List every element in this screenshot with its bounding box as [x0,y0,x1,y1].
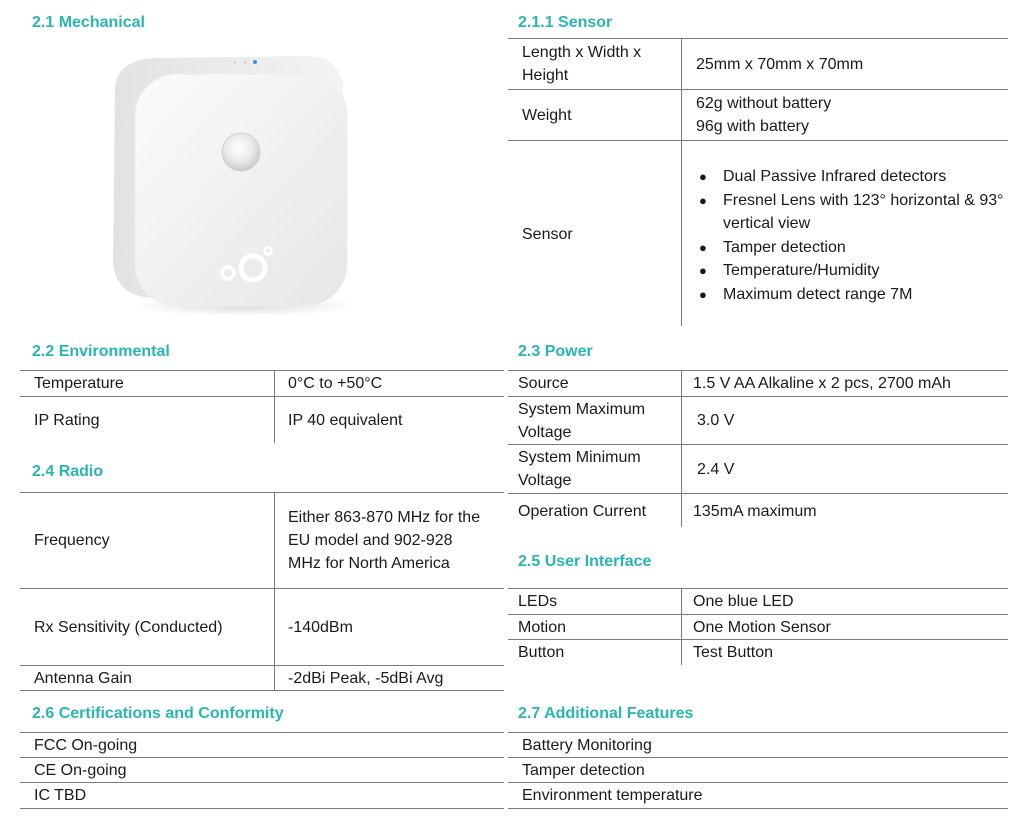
power-current-label: Operation Current [518,502,647,520]
list-item: ● Tamper detection [695,236,1005,260]
list-item: ● Fresnel Lens with 123° horizontal & 93° vertical view [695,189,1005,236]
power-max-voltage-value: 3.0 V [697,412,735,429]
list-item: ● Dual Passive Infrared detectors [695,165,1005,189]
env-temperature-value: 0°C to +50°C [288,375,383,392]
env-ip-label: IP Rating [34,411,100,429]
feature-item: Battery Monitoring [522,736,652,754]
radio-frequency-label: Frequency [34,532,110,549]
power-max-voltage-label: System Maximum Voltage [518,400,646,441]
sensor-sensor-label: Sensor [522,225,573,243]
power-current-value: 135mA maximum [693,502,817,520]
radio-antenna-value: -2dBi Peak, -5dBi Avg [288,669,444,687]
heading-sensor: 2.1.1 Sensor [518,14,613,31]
list-item: ● Maximum detect range 7M [695,283,1005,307]
sensor-features-list [695,165,1005,306]
heading-radio: 2.4 Radio [32,463,104,480]
cert-item: CE On-going [34,761,127,779]
status-led-icon [253,60,257,64]
heading-certifications: 2.6 Certifications and Conformity [32,705,284,722]
env-temperature-label: Temperature [34,375,124,392]
sensor-dimensions-label: Length x Width x Height [522,44,642,84]
radio-frequency-value: Either 863-870 MHz for the EU model and 902-928 MHz for North America [288,509,481,572]
radio-rx-label: Rx Sensitivity (Conducted) [34,618,223,636]
weight-line: 96g with battery [696,118,809,135]
heading-power: 2.3 Power [518,343,593,360]
heading-environmental: 2.2 Environmental [32,343,170,360]
heading-user-interface: 2.5 User Interface [518,553,652,570]
feature-item: Environment temperature [522,786,703,804]
radio-antenna-label: Antenna Gain [34,669,132,687]
ui-button-value: Test Button [693,644,774,661]
ui-leds-label: LEDs [518,593,558,610]
list-item: ● Temperature/Humidity [695,259,1005,283]
env-ip-value: IP 40 equivalent [288,411,403,429]
power-min-voltage-value: 2.4 V [697,460,735,478]
device-photo [95,48,357,318]
sensor-dimensions-value: 25mm x 70mm x 70mm [696,55,864,73]
cert-item: IC TBD [34,786,87,804]
sensor-weight-label: Weight [522,106,572,124]
power-source-value: 1.5 V AA Alkaline x 2 pcs, 2700 mAh [693,375,951,392]
ui-motion-label: Motion [518,618,567,636]
radio-rx-value: -140dBm [288,618,353,636]
heading-mechanical: 2.1 Mechanical [32,14,145,31]
feature-item: Tamper detection [522,761,645,779]
sensor-weight-value [696,90,1006,140]
ui-motion-value: One Motion Sensor [693,618,831,636]
power-min-voltage-label: System Minimum Voltage [518,449,641,489]
ui-button-label: Button [518,644,565,661]
ui-leds-value: One blue LED [693,593,794,610]
power-source-label: Source [518,375,569,392]
cert-item: FCC On-going [34,736,138,754]
heading-additional-features: 2.7 Additional Features [518,705,694,722]
weight-line: 62g without battery [696,95,832,112]
